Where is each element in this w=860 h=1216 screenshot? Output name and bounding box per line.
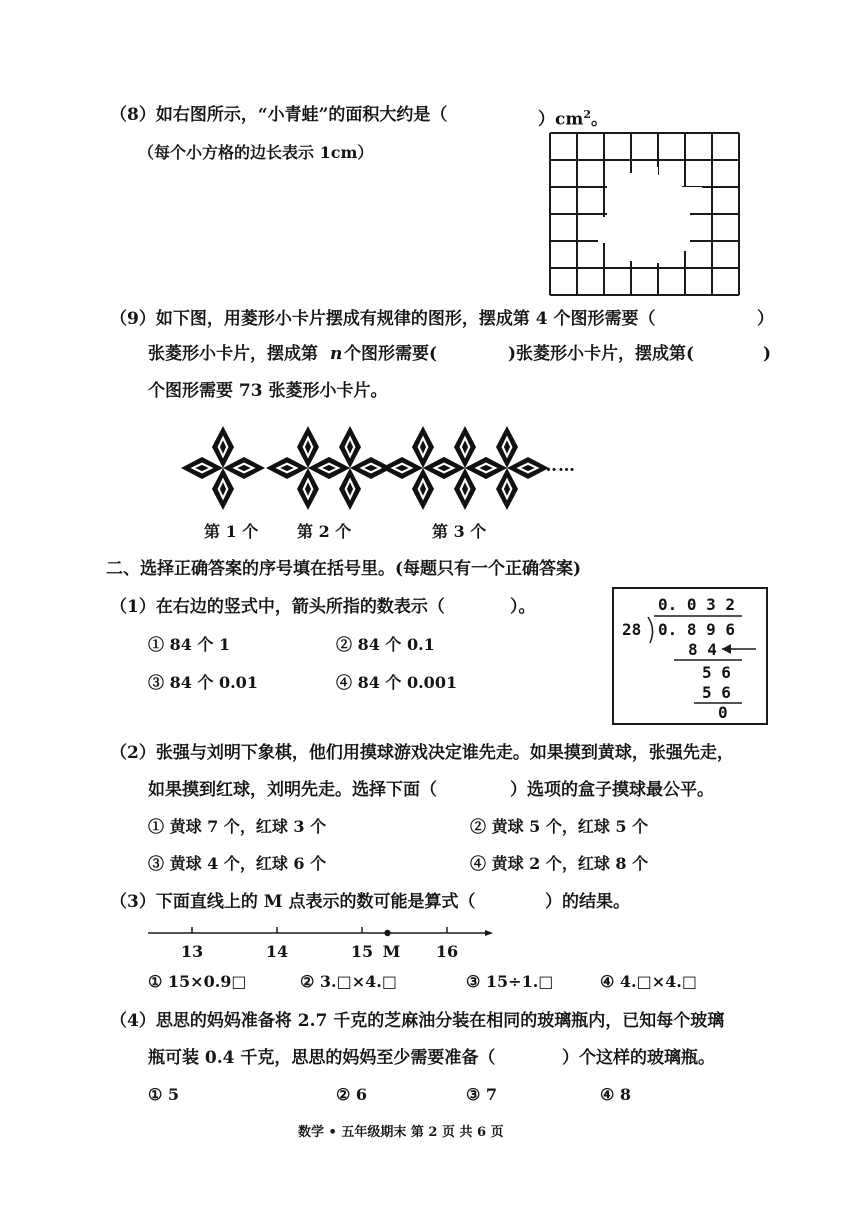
division-remainder: 0	[718, 703, 728, 722]
mc3-option-4: ④ 4.□×4.□	[600, 972, 697, 991]
number-line-tick-label: 13	[180, 942, 204, 961]
q9-variable-n: n	[330, 344, 343, 364]
rhombus-pattern-figures	[180, 425, 600, 510]
q8-stem-end	[538, 104, 608, 131]
rhombus-cluster	[308, 426, 392, 510]
mc1-option-1: ① 84 个 1	[148, 635, 231, 654]
mc4-option-3: ③ 7	[466, 1085, 498, 1104]
division-lines	[614, 589, 766, 723]
q8-period: 。	[591, 109, 608, 130]
q8-stem	[110, 104, 447, 126]
mc4-line1: （4）思思的妈妈准备将 2.7 千克的芝麻油分装在相同的玻璃瓶内，已知每个玻璃	[110, 1011, 725, 1031]
q9-line2d: )	[763, 344, 772, 364]
mc4-option-2: ② 6	[336, 1085, 368, 1104]
mc1-stem: （1）在右边的竖式中，箭头所指的数表示（	[110, 597, 445, 617]
division-step-84: 8 4	[688, 640, 717, 659]
division-divisor: 28	[622, 620, 642, 639]
pattern-figure-1	[181, 426, 265, 510]
q9-line1-end: ）	[757, 309, 774, 329]
mc4-line2a: 瓶可装 0.4 千克，思思的妈妈至少需要准备（	[148, 1048, 496, 1068]
mc2-line2b: ）选项的盒子摸球最公平。	[510, 780, 714, 800]
mc3-option-2: ② 3.□×4.□	[300, 972, 397, 991]
mc3-option-1: ① 15×0.9□	[148, 972, 247, 991]
number-line	[148, 925, 498, 965]
division-quotient: 0. 0 3 2	[658, 595, 736, 614]
rhombus-cluster	[181, 426, 265, 510]
mc4-option-4: ④ 8	[600, 1085, 632, 1104]
q9-line2b: 个图形需要(	[344, 344, 438, 364]
mc2-option-4: ④ 黄球 2 个，红球 8 个	[470, 854, 649, 873]
q9-line3: 个图形需要 73 张菱形小卡片。	[148, 381, 388, 401]
mc2-line2a: 如果摸到红球，刘明先走。选择下面（	[148, 780, 437, 800]
figure-caption-1: 第 1 个	[204, 522, 259, 541]
mc2-option-1: ① 黄球 7 个，红球 3 个	[148, 817, 327, 836]
section2-heading: 二、选择正确答案的序号填在括号里。(每题只有一个正确答案)	[106, 559, 582, 579]
number-line-arrow-icon	[485, 930, 493, 936]
number-line-tick-label: 14	[265, 942, 289, 961]
mc3-option-3: ③ 15÷1.□	[466, 972, 554, 991]
division-step-56a: 5 6	[702, 663, 731, 682]
mc3-stem-end: ）的结果。	[545, 892, 630, 912]
figure-caption-2: 第 2 个	[297, 522, 352, 541]
division-dividend: 0. 8 9 6	[658, 620, 736, 639]
mc4-line2b: ）个这样的玻璃瓶。	[562, 1048, 715, 1068]
point-m-marker	[384, 930, 390, 936]
q8-unit-sup: 2	[583, 108, 591, 121]
q8-unit: ）cm	[538, 109, 584, 130]
mc3-stem: （3）下面直线上的 M 点表示的数可能是算式（	[110, 892, 476, 912]
figure-caption-3: 第 3 个	[432, 522, 487, 541]
mc4-option-1: ① 5	[148, 1085, 180, 1104]
mc1-option-4: ④ 84 个 0.001	[336, 673, 458, 692]
left-arrow-icon	[722, 644, 756, 654]
long-division-box	[612, 587, 768, 725]
frog-grid-figure	[550, 133, 740, 295]
q8-note: （每个小方格的边长表示 1cm）	[138, 143, 374, 162]
rhombus-cluster	[465, 426, 549, 510]
point-m-label: M	[382, 942, 401, 961]
frog-shape	[598, 167, 702, 263]
q9-ellipsis: ……	[540, 456, 576, 476]
q8-stem-text: （8）如右图所示，“小青蛙”的面积大约是（	[110, 105, 448, 125]
pattern-figure-3	[381, 426, 549, 510]
mc2-option-3: ③ 黄球 4 个，红球 6 个	[148, 854, 327, 873]
number-line-tick-label: 16	[435, 942, 459, 961]
q9-line1: （9）如下图，用菱形小卡片摆成有规律的图形，摆成第 4 个图形需要（	[110, 309, 656, 329]
division-step-56b: 5 6	[702, 683, 731, 702]
mc1-option-3: ③ 84 个 0.01	[148, 673, 258, 692]
mc2-option-2: ② 黄球 5 个，红球 5 个	[470, 817, 649, 836]
pattern-figure-2	[266, 426, 392, 510]
page-footer: 数学 • 五年级期末 第 2 页 共 6 页	[298, 1125, 504, 1140]
q9-line2a: 张菱形小卡片，摆成第	[148, 344, 318, 364]
mc1-stem-end: ）。	[510, 597, 536, 617]
mc2-line1: （2）张强与刘明下象棋，他们用摸球游戏决定谁先走。如果摸到黄球，张强先走，	[110, 743, 734, 763]
number-line-tick-label: 15	[350, 942, 374, 961]
q9-line2c: )张菱形小卡片，摆成第(	[508, 344, 695, 364]
mc1-option-2: ② 84 个 0.1	[336, 635, 435, 654]
